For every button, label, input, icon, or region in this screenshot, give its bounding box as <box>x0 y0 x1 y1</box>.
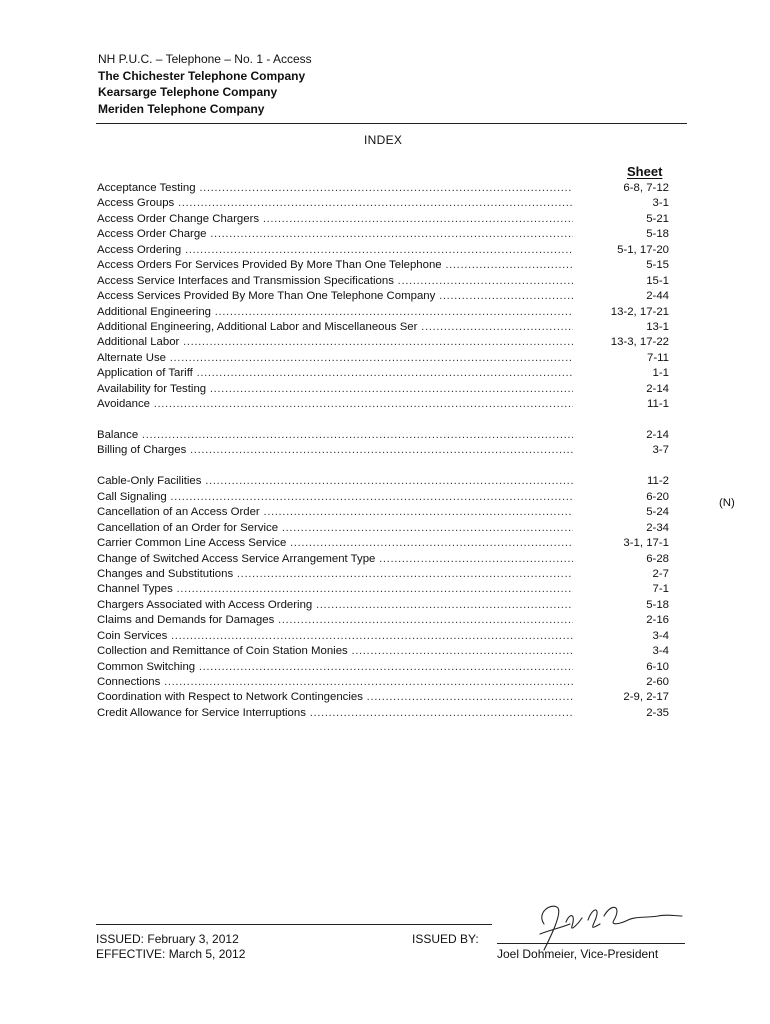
index-term: Access Services Provided By More Than One Telephone Company ..... <box>97 289 573 304</box>
index-entry <box>97 196 672 211</box>
index-entry <box>97 644 672 659</box>
index-term: Availability for Testing ..... <box>97 382 573 397</box>
sheet-reference: 6-10 <box>646 660 669 673</box>
index-entry <box>97 335 672 350</box>
sheet-reference: 5-15 <box>646 259 669 272</box>
new-entry-marker: (N) <box>719 497 735 509</box>
index-entry <box>97 536 672 551</box>
index-term: Change of Switched Access Service Arrangement Type ..... <box>97 552 573 567</box>
index-term: Cable-Only Facilities ..... <box>97 474 573 489</box>
index-entry <box>97 675 672 690</box>
index-term: Balance ..... <box>97 428 573 443</box>
sheet-reference: 2-16 <box>646 614 669 627</box>
sheet-reference: 3-4 <box>652 645 669 658</box>
index-entry <box>97 490 672 505</box>
index-term: Cancellation of an Order for Service ..... <box>97 521 573 536</box>
sheet-reference: 2-14 <box>646 382 669 395</box>
sheet-reference: 5-18 <box>646 228 669 241</box>
signature-line <box>497 943 685 944</box>
sheet-reference: 6-20 <box>646 490 669 503</box>
handwritten-signature <box>530 894 690 954</box>
group-spacer <box>97 459 672 474</box>
index-term: Coordination with Respect to Network Contingencies ..... <box>97 690 573 705</box>
index-entry <box>97 351 672 366</box>
index-entry <box>97 181 672 196</box>
sheet-reference: 2-44 <box>646 290 669 303</box>
index-entry <box>97 274 672 289</box>
effective-line <box>96 947 245 962</box>
index-entry <box>97 212 672 227</box>
sheet-reference: 2-7 <box>652 567 669 580</box>
index-term: Credit Allowance for Service Interruptions ..... <box>97 706 573 721</box>
index-term: Coin Services ..... <box>97 629 573 644</box>
signer-name: Joel Dohmeier, Vice-President <box>497 947 659 961</box>
sheet-reference: 2-34 <box>646 521 669 534</box>
index-entry <box>97 660 672 675</box>
sheet-reference: 13-2, 17-21 <box>610 305 669 318</box>
index-term: Cancellation of an Access Order ..... <box>97 505 573 520</box>
index-entry <box>97 243 672 258</box>
index-term: Alternate Use ..... <box>97 351 573 366</box>
index-term: Access Groups ..... <box>97 196 573 211</box>
index-term: Access Order Charge ..... <box>97 227 573 242</box>
index-term: Additional Labor ..... <box>97 335 573 350</box>
index-term: Application of Tariff ..... <box>97 366 573 381</box>
index-term: Billing of Charges ..... <box>97 443 573 458</box>
index-entry <box>97 474 672 489</box>
index-term: Access Service Interfaces and Transmission Specifications ..... <box>97 274 573 289</box>
sheet-reference: 5-1, 17-20 <box>617 243 669 256</box>
sheet-reference: 13-3, 17-22 <box>610 336 669 349</box>
index-term: Access Ordering ..... <box>97 243 573 258</box>
issued-label: ISSUED: <box>96 932 145 946</box>
index-term: Chargers Associated with Access Ordering ..... <box>97 598 573 613</box>
sheet-reference: 7-1 <box>652 583 669 596</box>
index-list <box>97 181 672 721</box>
index-term: Common Switching ..... <box>97 660 573 675</box>
tariff-title: NH P.U.C. – Telephone – No. 1 - Access <box>98 52 312 66</box>
footer-divider <box>96 924 492 925</box>
index-entry <box>97 567 672 582</box>
index-entry <box>97 397 672 412</box>
index-term: Acceptance Testing ..... <box>97 181 573 196</box>
header-divider <box>96 123 687 124</box>
group-spacer <box>97 413 672 428</box>
company-name: Meriden Telephone Company <box>98 101 265 116</box>
index-term: Additional Engineering ..... <box>97 305 573 320</box>
index-term: Avoidance ..... <box>97 397 573 412</box>
company-name: Kearsarge Telephone Company <box>98 85 278 99</box>
sheet-column-header: Sheet <box>627 164 663 179</box>
index-entry <box>97 320 672 335</box>
index-entry <box>97 505 672 520</box>
index-entry <box>97 582 672 597</box>
index-term: Connections ..... <box>97 675 573 690</box>
effective-label: EFFECTIVE: <box>96 947 166 961</box>
index-entry <box>97 289 672 304</box>
index-entry <box>97 382 672 397</box>
index-entry <box>97 552 672 567</box>
sheet-reference: 13-1 <box>646 320 669 333</box>
sheet-reference: 5-18 <box>646 598 669 611</box>
index-entry <box>97 706 672 721</box>
index-term: Additional Engineering, Additional Labor and Miscellaneous Ser ..... <box>97 320 573 335</box>
sheet-reference: 3-1, 17-1 <box>623 537 669 550</box>
company-name: The Chichester Telephone Company <box>98 68 306 83</box>
sheet-reference: 2-14 <box>646 429 669 441</box>
tariff-header <box>98 51 312 117</box>
index-entry <box>97 258 672 273</box>
index-entry <box>97 443 672 458</box>
effective-date: March 5, 2012 <box>168 947 246 961</box>
index-term: Carrier Common Line Access Service ..... <box>97 536 573 551</box>
index-term: Access Order Change Chargers ..... <box>97 212 573 227</box>
index-term: Collection and Remittance of Coin Station Monies ..... <box>97 644 573 659</box>
index-title: INDEX <box>364 133 403 147</box>
sheet-reference: 3-1 <box>652 197 669 210</box>
index-term: Claims and Demands for Damages ..... <box>97 613 573 628</box>
sheet-reference: 2-60 <box>646 676 669 688</box>
sheet-reference: 5-24 <box>646 506 669 519</box>
sheet-reference: 11-2 <box>647 475 669 488</box>
issued-date: February 3, 2012 <box>147 932 239 946</box>
sheet-reference: 5-21 <box>646 212 669 225</box>
index-entry <box>97 305 672 320</box>
index-entry <box>97 227 672 242</box>
index-term: Access Orders For Services Provided By More Than One Telephone ..... <box>97 258 573 273</box>
sheet-reference: 3-7 <box>652 444 669 457</box>
sheet-reference: 15-1 <box>646 274 669 287</box>
sheet-reference: 3-4 <box>652 629 669 642</box>
index-entry <box>97 428 672 443</box>
index-entry <box>97 521 672 536</box>
issued-line <box>96 932 245 947</box>
index-entry <box>97 690 672 705</box>
index-term: Call Signaling ..... <box>97 490 573 505</box>
index-term: Channel Types ..... <box>97 582 573 597</box>
index-entry <box>97 366 672 381</box>
index-entry <box>97 598 672 613</box>
issued-by-label: ISSUED BY: <box>412 932 479 946</box>
sheet-reference: 2-9, 2-17 <box>623 691 669 704</box>
sheet-reference: 11-1 <box>647 398 669 411</box>
index-entry <box>97 629 672 644</box>
index-entry <box>97 613 672 628</box>
index-term: Changes and Substitutions ..... <box>97 567 573 582</box>
sheet-reference: 2-35 <box>646 706 669 719</box>
issue-dates <box>96 932 245 962</box>
sheet-reference: 6-8, 7-12 <box>623 182 669 194</box>
sheet-reference: 6-28 <box>646 552 669 565</box>
sheet-reference: 7-11 <box>647 351 669 364</box>
sheet-reference: 1-1 <box>652 367 669 380</box>
